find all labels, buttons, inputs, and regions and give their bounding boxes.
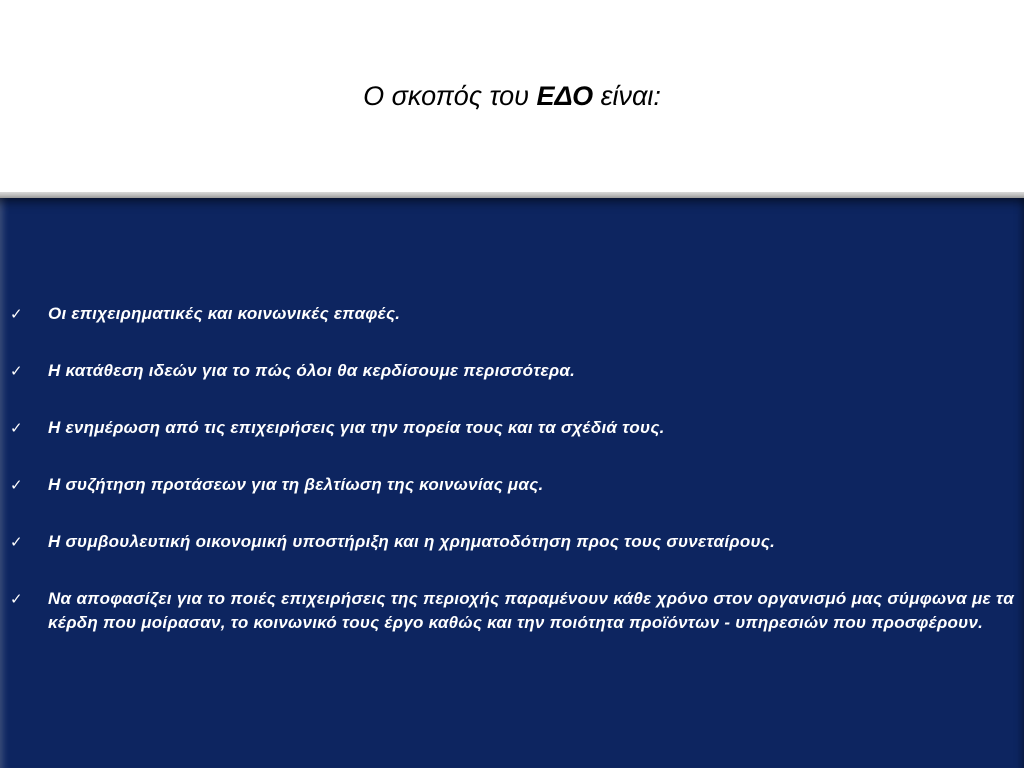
slide-title-emphasis: ΕΔΟ bbox=[536, 81, 594, 111]
content-panel bbox=[0, 198, 1024, 768]
bullet-item bbox=[10, 416, 1014, 440]
slide-title bbox=[0, 76, 1024, 116]
bullet-text: Να αποφασίζει για το ποιές επιχειρήσεις της περιοχής παραμένουν κάθε χρόνο στον οργανισμό μας σύμφωνα με τα κέρδη που μοίρασαν, το κοινωνικό τους έργο καθώς και την ποιότητα προϊόντων - υπηρεσιών που προσφέρουν. bbox=[48, 589, 1014, 632]
slide-title-suffix: είναι: bbox=[593, 81, 661, 111]
check-icon: ✓ bbox=[10, 590, 23, 608]
check-icon: ✓ bbox=[10, 533, 23, 551]
slide-title-area bbox=[0, 0, 1024, 192]
check-icon: ✓ bbox=[10, 476, 23, 494]
bullet-text: Η συζήτηση προτάσεων για τη βελτίωση της κοινωνίας μας. bbox=[48, 475, 544, 494]
bullet-item bbox=[10, 473, 1014, 497]
bullet-item bbox=[10, 530, 1014, 554]
bullet-text: Η ενημέρωση από τις επιχειρήσεις για την πορεία τους και τα σχέδιά τους. bbox=[48, 418, 665, 437]
slide-title-prefix: Ο σκοπός του bbox=[363, 81, 537, 111]
bullet-item bbox=[10, 359, 1014, 383]
bullet-list bbox=[10, 302, 1014, 668]
bullet-item bbox=[10, 302, 1014, 326]
check-icon: ✓ bbox=[10, 419, 23, 437]
check-icon: ✓ bbox=[10, 305, 23, 323]
check-icon: ✓ bbox=[10, 362, 23, 380]
bullet-text: Η κατάθεση ιδεών για το πώς όλοι θα κερδίσουμε περισσότερα. bbox=[48, 361, 576, 380]
bullet-text: Οι επιχειρηματικές και κοινωνικές επαφές. bbox=[48, 304, 401, 323]
bullet-item bbox=[10, 587, 1014, 635]
bullet-text: Η συμβουλευτική οικονομική υποστήριξη και η χρηματοδότηση προς τους συνεταίρους. bbox=[48, 532, 776, 551]
